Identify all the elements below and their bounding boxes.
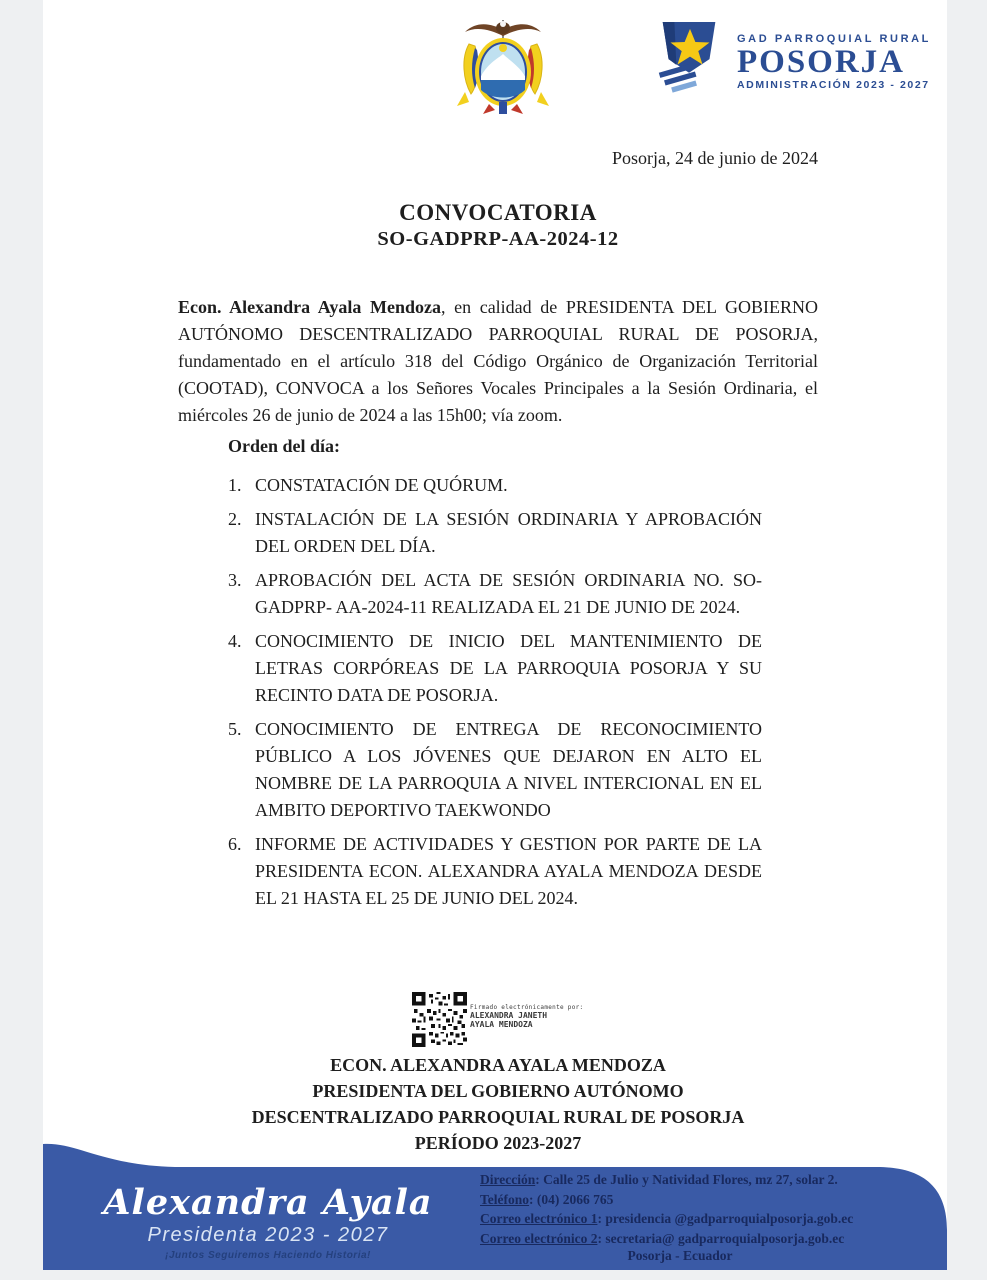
contact-phone: Teléfono: (04) 2066 765 <box>480 1191 614 1207</box>
posorja-shield-star-icon <box>651 17 729 107</box>
date-line: Posorja, 24 de junio de 2024 <box>612 148 818 168</box>
agenda-item: 3. APROBACIÓN DEL ACTA DE SESIÓN ORDINARIA NO. SO-GADPRP- AA-2024-11 REALIZADA EL 21 DE JUNIO DE 2024. <box>228 570 762 617</box>
qr-caption <box>470 1004 583 1029</box>
signature-title-line2: DESCENTRALIZADO PARROQUIAL RURAL DE POSORJA <box>251 1107 745 1127</box>
intro-text: , en calidad de PRESIDENTA DEL GOBIERNO AUTÓNOMO DESCENTRALIZADO PARROQUIAL RURAL DE POSORJA, fundamentado en el artículo 318 del Código Orgánico de Organización Territorial (COOTAD), CONVOCA a los Señores Vocales Principales a la Sesión Ordinaria, el miércoles 26 de junio de 2024 a las 15h00; vía zoom. <box>178 297 818 425</box>
agenda-item: 1. CONSTATACIÓN DE QUÓRUM. <box>228 475 508 495</box>
footer-contact-block <box>480 1170 910 1248</box>
footer-location: Posorja - Ecuador <box>627 1248 733 1263</box>
signature-name: ECON. ALEXANDRA AYALA MENDOZA <box>330 1055 666 1075</box>
agenda-item: 4. CONOCIMIENTO DE INICIO DEL MANTENIMIENTO DE LETRAS CORPÓREAS DE LA PARROQUIA POSORJA Y SU RECINTO DATA DE POSORJA. <box>228 631 762 705</box>
intro-paragraph <box>178 294 818 429</box>
contact-email-1: Correo electrónico 1: presidencia @gadparroquialposorja.gob.ec <box>480 1211 854 1226</box>
agenda-item: 5. CONOCIMIENTO DE ENTREGA DE RECONOCIMIENTO PÚBLICO A LOS JÓVENES QUE DEJARON EN ALTO EL NOMBRE DE LA PARROQUIA A NIVEL INTERCIONAL EN EL AMBITO DEPORTIVO TAEKWONDO <box>228 719 762 820</box>
qr-code-icon <box>412 992 467 1047</box>
agenda-item: 6. INFORME DE ACTIVIDADES Y GESTION POR PARTE DE LA PRESIDENTA ECON. ALEXANDRA AYALA MENDOZA DESDE EL 21 HASTA EL 25 DE JUNIO DEL 2024. <box>228 834 762 908</box>
logo-line1: GAD PARROQUIAL RURAL <box>737 32 931 45</box>
logo-line3: ADMINISTRACIÓN 2023 - 2027 <box>737 79 930 92</box>
qr-caption-line1: Firmado electrónicamente por: <box>470 1004 584 1011</box>
logo-name: POSORJA <box>737 43 906 80</box>
signature-title-line3: PERÍODO 2023-2027 <box>414 1133 582 1153</box>
contact-address: Dirección: Calle 25 de Julio y Natividad Flores, mz 27, solar 2. <box>480 1172 838 1187</box>
posorja-logo <box>651 16 931 108</box>
signature-title-line1: PRESIDENTA DEL GOBIERNO AUTÓNOMO <box>312 1081 684 1101</box>
qr-caption-line3: AYALA MENDOZA <box>470 1020 533 1029</box>
footer-tagline: ¡Juntos Seguiremos Haciendo Historia! <box>165 1250 371 1261</box>
document-page <box>43 0 947 1270</box>
digital-signature <box>412 992 583 1047</box>
document-code: SO-GADPRP-AA-2024-12 <box>377 228 619 250</box>
qr-caption-line2: ALEXANDRA JANETH <box>470 1011 548 1020</box>
posorja-logo-text <box>737 33 931 92</box>
agenda-list <box>228 472 762 919</box>
contact-email-2: Correo electrónico 2: secretaria@ gadparroquialposorja.gob.ec <box>480 1230 845 1246</box>
footer-script-name: Alexandra Ayala <box>103 1182 433 1223</box>
agenda-heading: Orden del día: <box>228 436 341 456</box>
document-title: CONVOCATORIA <box>399 200 597 225</box>
signer-name-inline: Econ. Alexandra Ayala Mendoza <box>178 297 441 317</box>
ecuador-coat-of-arms-icon <box>455 14 551 118</box>
agenda-item: 2. INSTALACIÓN DE LA SESIÓN ORDINARIA Y APROBACIÓN DEL ORDEN DEL DÍA. <box>228 509 762 556</box>
footer-president-term: Presidenta 2023 - 2027 <box>147 1224 389 1246</box>
